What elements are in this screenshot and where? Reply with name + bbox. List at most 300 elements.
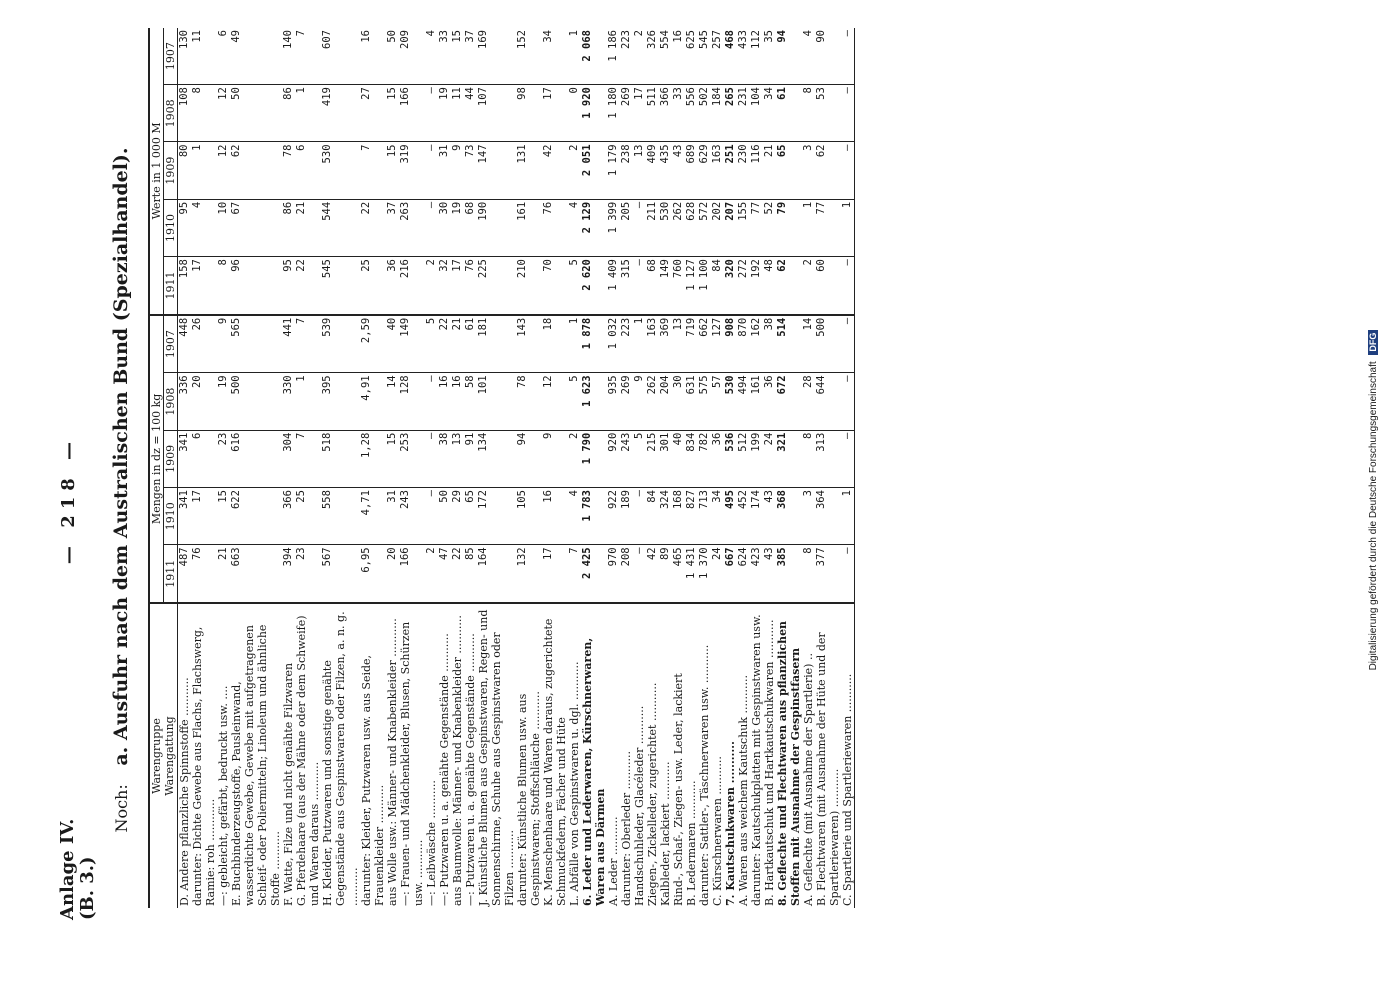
quantity-cell: 301 (659, 430, 672, 487)
quantity-cell: 9 (542, 430, 568, 487)
label-header (149, 603, 178, 908)
trade-table (148, 28, 855, 908)
row-label: A. Geflechte (mit Ausnahme der Spartlerie) .. (802, 653, 815, 906)
value-cell: 94 (776, 28, 802, 85)
quantity-cell: 25 (295, 488, 321, 545)
quantity-cell: 394 (282, 545, 295, 603)
quantity-cell: 223 (620, 315, 633, 373)
value-year-2: 1909 (164, 142, 178, 199)
table-row (815, 28, 841, 908)
value-cell: 77 (750, 199, 763, 256)
quantity-cell: 395 (321, 373, 360, 430)
quantity-cell: 174 (750, 488, 763, 545)
value-cell: 104 (750, 85, 763, 142)
value-cell: 689 (685, 142, 698, 199)
quantity-cell: 13 (451, 430, 464, 487)
table-row (724, 28, 737, 908)
quantity-cell: 536 (724, 430, 737, 487)
value-cell: 52 (763, 199, 776, 256)
value-cell: 140 (282, 28, 295, 85)
value-cell: 2 (633, 28, 646, 85)
value-cell: 257 (711, 28, 724, 85)
value-cell: 15 (386, 142, 399, 199)
quantity-cell: 76 (191, 545, 217, 603)
quantity-cell: 38 (438, 430, 451, 487)
quantity-cell: 1 431 (685, 545, 698, 603)
value-cell: 60 (815, 257, 841, 315)
quantity-cell: 2,59 (360, 315, 386, 373)
value-cell: 572 (698, 199, 711, 256)
quantity-cell: 1 (568, 315, 581, 373)
row-label: 7. Kautschukwaren ........... (724, 741, 737, 906)
table-row (464, 28, 477, 908)
quantity-cell: 24 (763, 430, 776, 487)
table-row (633, 28, 646, 908)
value-cell: 68 (464, 199, 477, 256)
quantity-cell: 8 (802, 545, 815, 603)
table-row (295, 28, 321, 908)
table-row (542, 28, 568, 908)
value-year-3: 1908 (164, 85, 178, 142)
value-cell: 4 (425, 28, 438, 85)
value-cell: 1 127 (685, 257, 698, 315)
value-cell: 231 (737, 85, 750, 142)
quantity-cell: 662 (698, 315, 711, 373)
table-row (841, 28, 855, 908)
table-row (425, 28, 438, 908)
value-cell: 31 (438, 142, 451, 199)
value-cell: — (841, 28, 855, 85)
quantity-cell: 4,91 (360, 373, 386, 430)
value-cell: 80 (178, 142, 192, 199)
quantity-cell: 2 (425, 545, 438, 603)
quantity-cell: 243 (620, 430, 633, 487)
quantity-cell: 870 (737, 315, 750, 373)
table-row (763, 28, 776, 908)
quantity-cell: 253 (399, 430, 425, 487)
quantity-cell: 631 (685, 373, 698, 430)
table-row (750, 28, 763, 908)
value-cell: 95 (282, 257, 295, 315)
row-label: —: Frauen- und Mädchenkleider, Blusen, Schürzen usw. ........... (399, 621, 425, 906)
value-cell: 2 (425, 257, 438, 315)
quantity-cell: 85 (464, 545, 477, 603)
quantity-cell: 94 (516, 430, 542, 487)
row-label: 8. Geflechte und Flechtwaren aus pflanzlichen Stoffen mit Ausnahme der Gespinstfasern (776, 620, 802, 906)
value-cell: 209 (399, 28, 425, 85)
value-cell: 511 (646, 85, 659, 142)
value-cell: 86 (282, 199, 295, 256)
value-cell: 760 (672, 257, 685, 315)
value-cell: 207 (724, 199, 737, 256)
quantity-cell: — (841, 545, 855, 603)
quantity-cell: 530 (724, 373, 737, 430)
value-cell: 44 (464, 85, 477, 142)
value-cell: 3 (802, 142, 815, 199)
quantity-year-0: 1911 (164, 545, 178, 603)
value-cell: 33 (438, 28, 451, 85)
value-cell: 4 (191, 199, 217, 256)
value-cell: 73 (464, 142, 477, 199)
quantity-cell: 40 (386, 315, 399, 373)
quantity-cell: 128 (399, 373, 425, 430)
row-label: J. Künstliche Blumen aus Gespinstwaren, Regen- und Sonnenschirme, Schuhe aus Gespinstwaren oder Filzen ........... (477, 609, 516, 906)
quantity-cell: 5 (425, 315, 438, 373)
quantity-cell: 518 (321, 430, 360, 487)
quantity-cell: 448 (178, 315, 192, 373)
quantity-cell: 364 (815, 488, 841, 545)
value-cell: 1 180 (607, 85, 620, 142)
quantity-header: Mengen in dz = 100 kg (149, 315, 164, 603)
quantity-cell: 6,95 (360, 545, 386, 603)
quantity-cell: 341 (178, 488, 192, 545)
quantity-cell: 827 (685, 488, 698, 545)
value-cell: 15 (386, 85, 399, 142)
value-cell: 230 (737, 142, 750, 199)
value-cell: 77 (815, 199, 841, 256)
value-cell: 7 (360, 142, 386, 199)
value-cell: 13 (633, 142, 646, 199)
table-row (360, 28, 386, 908)
label-header-group: Warengruppe (150, 718, 163, 794)
quantity-cell: 19 (217, 373, 230, 430)
quantity-cell: 6 (191, 430, 217, 487)
quantity-cell: 24 (711, 545, 724, 603)
quantity-cell: 243 (399, 488, 425, 545)
quantity-cell: 834 (685, 430, 698, 487)
row-label: D. Andere pflanzliche Spinnstoffe ........... (178, 677, 191, 906)
quantity-cell: 2 (568, 430, 581, 487)
row-label: —: Leibwäsche ........... (425, 780, 438, 906)
table-title (110, 40, 132, 940)
quantity-cell: 922 (607, 488, 620, 545)
value-cell: 155 (737, 199, 750, 256)
quantity-cell: 168 (672, 488, 685, 545)
value-cell: 21 (763, 142, 776, 199)
value-cell: 50 (230, 85, 282, 142)
value-cell: 67 (230, 199, 282, 256)
value-cell: 161 (516, 199, 542, 256)
value-cell: 184 (711, 85, 724, 142)
table-row (711, 28, 724, 908)
quantity-cell: 204 (659, 373, 672, 430)
value-cell: 8 (191, 85, 217, 142)
quantity-cell: 366 (282, 488, 295, 545)
quantity-cell: 1 032 (607, 315, 620, 373)
row-label: —: Putzwaren u. a. genähte Gegenstände ........... (438, 633, 451, 906)
quantity-cell: 9 (217, 315, 230, 373)
quantity-cell: 487 (178, 545, 192, 603)
value-cell: 251 (724, 142, 737, 199)
value-cell: 21 (295, 199, 321, 256)
quantity-cell: 89 (659, 545, 672, 603)
quantity-cell: 31 (386, 488, 399, 545)
value-cell: 2 068 (581, 28, 607, 85)
value-cell: 34 (763, 85, 776, 142)
quantity-cell: 5 (633, 430, 646, 487)
quantity-cell: 21 (451, 315, 464, 373)
quantity-cell: 567 (321, 545, 360, 603)
row-label: B. Hartkautschuk und Hartkautschukwaren ........... (763, 619, 776, 906)
table-row (386, 28, 399, 908)
quantity-cell: 1 783 (581, 488, 607, 545)
quantity-cell: 40 (672, 430, 685, 487)
value-cell: — (425, 85, 438, 142)
value-cell: 76 (464, 257, 477, 315)
value-cell: 107 (477, 85, 516, 142)
quantity-cell: 330 (282, 373, 295, 430)
value-cell: 6 (295, 142, 321, 199)
quantity-cell: 1 (841, 488, 855, 545)
quantity-cell: 385 (776, 545, 802, 603)
value-header: Werte in 1 000 M (149, 28, 164, 315)
table-row (659, 28, 672, 908)
table-row (230, 28, 282, 908)
table-row (568, 28, 581, 908)
table-row (646, 28, 659, 908)
value-cell: 116 (750, 142, 763, 199)
value-cell: 19 (451, 199, 464, 256)
title-prefix: Noch: (112, 784, 131, 833)
quantity-cell: 495 (724, 488, 737, 545)
quantity-cell: 134 (477, 430, 516, 487)
quantity-cell: 920 (607, 430, 620, 487)
quantity-cell: 500 (230, 373, 282, 430)
value-cell: 163 (711, 142, 724, 199)
table-row (282, 28, 295, 908)
quantity-cell: 23 (295, 545, 321, 603)
value-cell: 108 (178, 85, 192, 142)
table-row (802, 28, 815, 908)
row-label: Ziegen-, Zickelleder, zugerichtet ........... (646, 682, 659, 906)
value-cell: 544 (321, 199, 360, 256)
value-cell: 16 (360, 28, 386, 85)
quantity-cell: 565 (230, 315, 282, 373)
value-cell: 1 (841, 199, 855, 256)
quantity-cell: 3 (802, 488, 815, 545)
quantity-cell: 441 (282, 315, 295, 373)
value-cell: 76 (542, 199, 568, 256)
value-cell: 27 (360, 85, 386, 142)
value-cell: 238 (620, 142, 633, 199)
value-cell: 11 (191, 28, 217, 85)
value-cell: 216 (399, 257, 425, 315)
value-cell: 272 (737, 257, 750, 315)
value-cell: 68 (646, 257, 659, 315)
quantity-cell: 616 (230, 430, 282, 487)
row-label: aus Wolle usw.: Männer- und Knabenkleider ........... (386, 618, 399, 906)
value-cell: 53 (815, 85, 841, 142)
value-cell: 2 (568, 142, 581, 199)
table-row (178, 28, 192, 908)
row-label: 6. Leder und Lederwaren, Kürschnerwaren, Waren aus Därmen (581, 637, 607, 906)
quantity-cell: 8 (802, 430, 815, 487)
value-cell: 545 (321, 257, 360, 315)
value-cell: 6 (217, 28, 230, 85)
value-cell: 12 (217, 85, 230, 142)
value-cell: 190 (477, 199, 516, 256)
quantity-cell: 91 (464, 430, 477, 487)
quantity-cell: 1,28 (360, 430, 386, 487)
quantity-cell: 262 (646, 373, 659, 430)
quantity-cell: 15 (217, 488, 230, 545)
value-cell: 225 (477, 257, 516, 315)
quantity-cell: 166 (399, 545, 425, 603)
value-cell: 502 (698, 85, 711, 142)
quantity-cell: 7 (295, 315, 321, 373)
quantity-cell: 324 (659, 488, 672, 545)
value-cell: 2 (802, 257, 815, 315)
value-cell: — (633, 257, 646, 315)
anlage-title: Anlage IV. (57, 818, 78, 920)
quantity-cell: — (841, 430, 855, 487)
quantity-cell: 16 (451, 373, 464, 430)
value-cell: 15 (451, 28, 464, 85)
value-cell: 192 (750, 257, 763, 315)
value-cell: 12 (217, 142, 230, 199)
value-cell: 433 (737, 28, 750, 85)
quantity-cell: 164 (477, 545, 516, 603)
value-cell: 2 129 (581, 199, 607, 256)
row-label: Handschuhleder, Glacéleder ........... (633, 705, 646, 906)
quantity-cell: 935 (607, 373, 620, 430)
row-label: darunter: Kautschukplatten mit Gespinstwaren usw. (750, 614, 763, 906)
value-cell: 95 (178, 199, 192, 256)
value-cell: 169 (477, 28, 516, 85)
quantity-cell: 30 (672, 373, 685, 430)
table-row (191, 28, 217, 908)
quantity-cell: 22 (438, 315, 451, 373)
value-cell: 61 (776, 85, 802, 142)
quantity-cell: 2 425 (581, 545, 607, 603)
row-label: E. Buchbinderzeugstoffe, Pausleinwand, wasserdichte Gewebe, Gewebe mit aufgetragenen Schleif- oder Poliermitteln; Linoleum und ähnliche Stoffe ........... (230, 624, 282, 906)
quantity-cell: 172 (477, 488, 516, 545)
quantity-cell: 5 (568, 373, 581, 430)
row-label: darunter: Künstliche Blumen usw. aus Gespinstwaren; Stoffschläuche ........... (516, 691, 542, 906)
quantity-cell: 713 (698, 488, 711, 545)
value-cell: 22 (360, 199, 386, 256)
value-cell: 265 (724, 85, 737, 142)
value-cell: 1 186 (607, 28, 620, 85)
quantity-cell: 84 (646, 488, 659, 545)
quantity-cell: — (633, 545, 646, 603)
value-cell: 166 (399, 85, 425, 142)
value-cell: 326 (646, 28, 659, 85)
quantity-cell: 4,71 (360, 488, 386, 545)
value-cell: 625 (685, 28, 698, 85)
row-label: F. Watte, Filze und nicht genähte Filzwaren (282, 662, 295, 906)
value-cell: 131 (516, 142, 542, 199)
quantity-year-1: 1910 (164, 488, 178, 545)
quantity-cell: 38 (763, 315, 776, 373)
quantity-cell: 215 (646, 430, 659, 487)
quantity-cell: 719 (685, 315, 698, 373)
row-label: B. Ledermaren ........... (685, 780, 698, 906)
table-row (607, 28, 620, 908)
quantity-cell: 23 (217, 430, 230, 487)
value-cell: 1 409 (607, 257, 620, 315)
value-cell: 50 (386, 28, 399, 85)
value-cell: 36 (386, 257, 399, 315)
quantity-cell: 539 (321, 315, 360, 373)
quantity-cell: 28 (802, 373, 815, 430)
value-cell: 65 (776, 142, 802, 199)
quantity-cell: 15 (386, 430, 399, 487)
value-cell: 79 (776, 199, 802, 256)
value-cell: 49 (230, 28, 282, 85)
quantity-cell: 132 (516, 545, 542, 603)
value-cell: — (633, 199, 646, 256)
quantity-cell: 1 370 (698, 545, 711, 603)
quantity-cell: 672 (776, 373, 802, 430)
label-header-kind: Warengattung (163, 716, 176, 796)
quantity-cell: 17 (191, 488, 217, 545)
value-cell: 90 (815, 28, 841, 85)
value-cell: 17 (542, 85, 568, 142)
quantity-cell: 970 (607, 545, 620, 603)
quantity-cell: 18 (542, 315, 568, 373)
row-label: darunter: Dichte Gewebe aus Flachs, Flachswerg, Ramie: roh ............ (191, 626, 217, 906)
value-cell: — (425, 199, 438, 256)
value-year-1: 1910 (164, 199, 178, 256)
anlage-subtitle: (B. 3.) (77, 856, 98, 920)
quantity-cell: 20 (191, 373, 217, 430)
value-cell: 435 (659, 142, 672, 199)
value-cell: 4 (802, 28, 815, 85)
quantity-cell: 341 (178, 430, 192, 487)
quantity-cell: 1 790 (581, 430, 607, 487)
value-cell: 554 (659, 28, 672, 85)
value-cell: 37 (464, 28, 477, 85)
row-label: darunter: Sattler-, Täschnerwaren usw. ........... (698, 644, 711, 906)
quantity-cell: 101 (477, 373, 516, 430)
quantity-cell: 7 (295, 430, 321, 487)
quantity-cell: 575 (698, 373, 711, 430)
quantity-cell: 12 (542, 373, 568, 430)
quantity-cell: — (425, 488, 438, 545)
quantity-cell: 29 (451, 488, 464, 545)
quantity-cell: 57 (711, 373, 724, 430)
quantity-cell: 4 (568, 488, 581, 545)
value-cell: 2 620 (581, 257, 607, 315)
value-cell: 25 (360, 257, 386, 315)
table-row (516, 28, 542, 908)
quantity-cell: — (633, 488, 646, 545)
table-row (477, 28, 516, 908)
quantity-cell: 181 (477, 315, 516, 373)
value-cell: 16 (672, 28, 685, 85)
quantity-cell: 21 (217, 545, 230, 603)
quantity-cell: 43 (763, 545, 776, 603)
quantity-cell: 336 (178, 373, 192, 430)
quantity-cell: — (425, 373, 438, 430)
row-label: G. Pferdehaare (aus der Mähne oder dem Schweife) und Waren daraus ........... (295, 615, 321, 906)
dfg-badge: DFG (1368, 330, 1378, 355)
value-cell: 366 (659, 85, 672, 142)
quantity-cell: 465 (672, 545, 685, 603)
value-cell: 530 (321, 142, 360, 199)
quantity-cell: 512 (737, 430, 750, 487)
quantity-cell: 782 (698, 430, 711, 487)
value-cell: 8 (802, 85, 815, 142)
quantity-cell: 61 (464, 315, 477, 373)
value-cell: 205 (620, 199, 633, 256)
quantity-cell: — (841, 315, 855, 373)
value-cell: 62 (776, 257, 802, 315)
value-cell: 32 (438, 257, 451, 315)
quantity-cell: 452 (737, 488, 750, 545)
quantity-cell: 26 (191, 315, 217, 373)
